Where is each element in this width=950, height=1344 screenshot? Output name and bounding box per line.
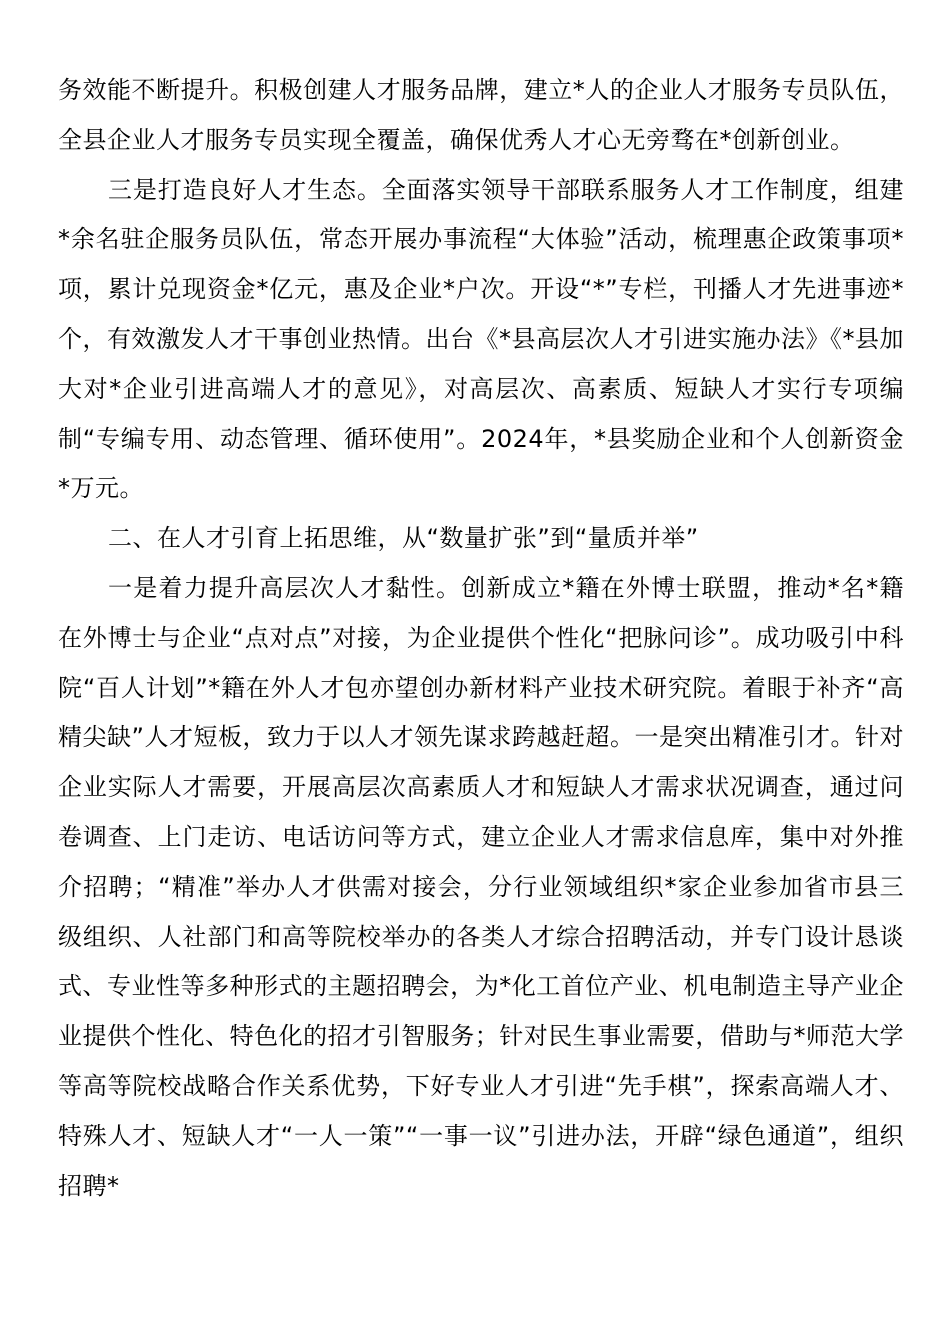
section-heading-talent-recruitment: 二、在人才引育上拓思维，从“数量扩张”到“量质并举” bbox=[108, 524, 699, 553]
paragraph-high-level-talent: 一是着力提升高层次人才黏性。创新成立*籍在外博士联盟，推动*名*籍在外博士与企业“点对点”对接，为企业提供个性化“把脉问诊”。成功吸引中科院“百人计划”*籍在外人才包亦望创办新材料产业技术研究院。着眼于补齐“高精尖缺”人才短板，致力于以人才领先谋求跨越赶超。一是突出精准引才。针对企业实际人才需要，开展高层次高素质人才和短缺人才需求状况调查，通过问卷调查、上门走访、电话访问等方式，建立企业人才需求信息库，集中对外推介招聘；“精准”举办人才供需对接会，分行业领域组织*家企业参加省市县三级组织、人社部门和高等院校举办的各类人才综合招聘活动，并专门设计恳谈式、专业性等多种形式的主题招聘会，为*化工首位产业、机电制造主导产业企业提供个性化、特色化的招才引智服务；针对民生事业需要，借助与*师范大学等高等院校战略合作关系优势，下好专业人才引进“先手棋”，探索高端人才、特殊人才、短缺人才“一人一策”“一事一议”引进办法，开辟“绿色通道”，组织招聘* bbox=[58, 573, 904, 1200]
document-page bbox=[58, 66, 904, 1211]
paragraph-talent-ecology: 三是打造良好人才生态。全面落实领导干部联系服务人才工作制度，组建*余名驻企服务员队伍，常态开展办事流程“大体验”活动，梳理惠企政策事项*项，累计兑现资金*亿元，惠及企业*户次。开设“*”专栏，刊播人才先进事迹*个，有效激发人才干事创业热情。出台《*县高层次人才引进实施办法》《*县加大对*企业引进高端人才的意见》，对高层次、高素质、短缺人才实行专项编制“专编专用、动态管理、循环使用”。2024年，*县奖励企业和个人创新资金*万元。 bbox=[58, 175, 904, 503]
paragraph-talent-service: 务效能不断提升。积极创建人才服务品牌，建立*人的企业人才服务专员队伍，全县企业人才服务专员实现全覆盖，确保优秀人才心无旁骛在*创新创业。 bbox=[58, 76, 904, 154]
